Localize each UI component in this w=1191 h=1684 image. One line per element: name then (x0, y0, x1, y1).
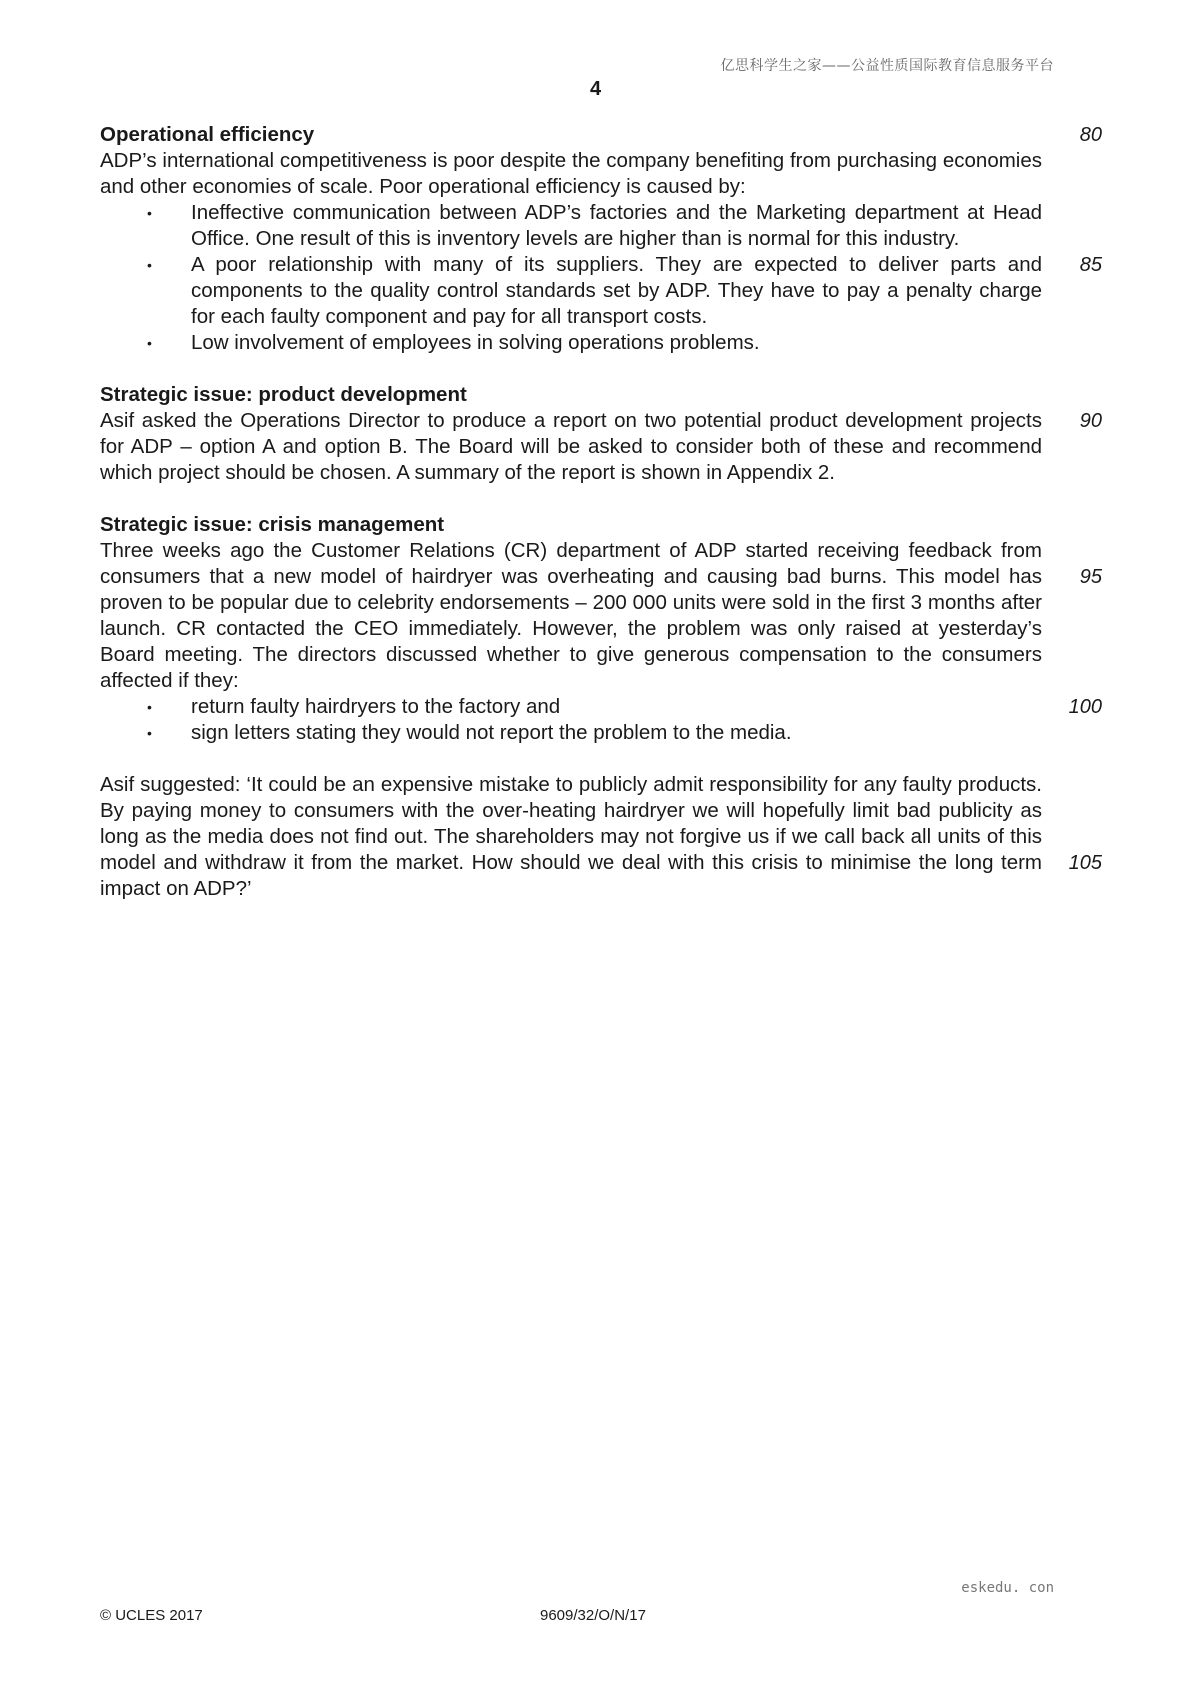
bullet-icon: • (147, 205, 152, 221)
document-body (100, 122, 1042, 902)
line-number: 85 (1079, 254, 1102, 276)
line-number: 90 (1079, 410, 1102, 432)
list-item-text: return faulty hairdryers to the factory and (191, 695, 561, 718)
bullet-icon: • (147, 699, 152, 715)
paragraph-quote: Asif suggested: ‘It could be an expensive mistake to publicly admit responsibility for any faulty products. By paying money to consumers with the over-heating hairdryer we will hopefully limit bad publicity as long as the media does not find out. The shareholders may not forgive us if we call back all units of this model and withdraw it from the market. How should we deal with this crisis to minimise the long term impact on ADP?’ (100, 773, 1042, 900)
list-item-text: sign letters stating they would not report the problem to the media. (191, 721, 792, 744)
line-number: 80 (1079, 124, 1102, 146)
bullet-icon: • (147, 257, 152, 273)
list-item-text: Low involvement of employees in solving operations problems. (191, 331, 760, 354)
paragraph-product: Asif asked the Operations Director to produce a report on two potential product development projects for ADP – option A and option B. The Board will be asked to consider both of these and recommend which project should be chosen. A summary of the report is shown in Appendix 2. (100, 409, 1042, 484)
operational-bullet-list (100, 200, 1042, 356)
list-item (100, 330, 1042, 356)
crisis-bullet-list (100, 694, 1042, 746)
copyright-notice: © UCLES 2017 (100, 1607, 203, 1624)
spacer (100, 356, 1042, 382)
spacer (100, 746, 1042, 772)
paragraph-operational-intro: ADP’s international competitiveness is poor despite the company benefiting from purchasing economies and other economies of scale. Poor operational efficiency is caused by: (100, 149, 1042, 198)
bullet-icon: • (147, 725, 152, 741)
line-number: 105 (1068, 852, 1102, 874)
paragraph-crisis: Three weeks ago the Customer Relations (CR) department of ADP started receiving feedback from consumers that a new model of hairdryer was overheating and causing bad burns. This model has proven to be popular due to celebrity endorsements – 200 000 units were sold in the first 3 months after launch. CR contacted the CEO immediately. However, the problem was only raised at yesterday’s Board meeting. The directors discussed whether to give generous compensation to the consumers affected if they: (100, 539, 1042, 692)
page-number: 4 (589, 78, 602, 100)
list-item (100, 200, 1042, 252)
line-number: 95 (1079, 566, 1102, 588)
section-heading-crisis: Strategic issue: crisis management (100, 513, 445, 536)
section-heading-operational: Operational efficiency (100, 123, 315, 146)
header-watermark: 亿思科学生之家——公益性质国际教育信息服务平台 (720, 58, 1054, 74)
list-item-text: A poor relationship with many of its suppliers. They are expected to deliver parts and components to the quality control standards set by ADP. They have to pay a penalty charge for each faulty component and pay for all transport costs. (191, 253, 1042, 328)
list-item-text: Ineffective communication between ADP’s factories and the Marketing department at Head Office. One result of this is inventory levels are higher than is normal for this industry. (191, 201, 1042, 250)
list-item (100, 252, 1042, 330)
list-item (100, 694, 1042, 720)
line-number: 100 (1068, 696, 1102, 718)
section-heading-product: Strategic issue: product development (100, 383, 467, 406)
paper-code: 9609/32/O/N/17 (540, 1607, 646, 1624)
footer-watermark: eskedu. con (961, 1580, 1054, 1596)
list-item (100, 720, 1042, 746)
bullet-icon: • (147, 335, 152, 351)
spacer (100, 486, 1042, 512)
